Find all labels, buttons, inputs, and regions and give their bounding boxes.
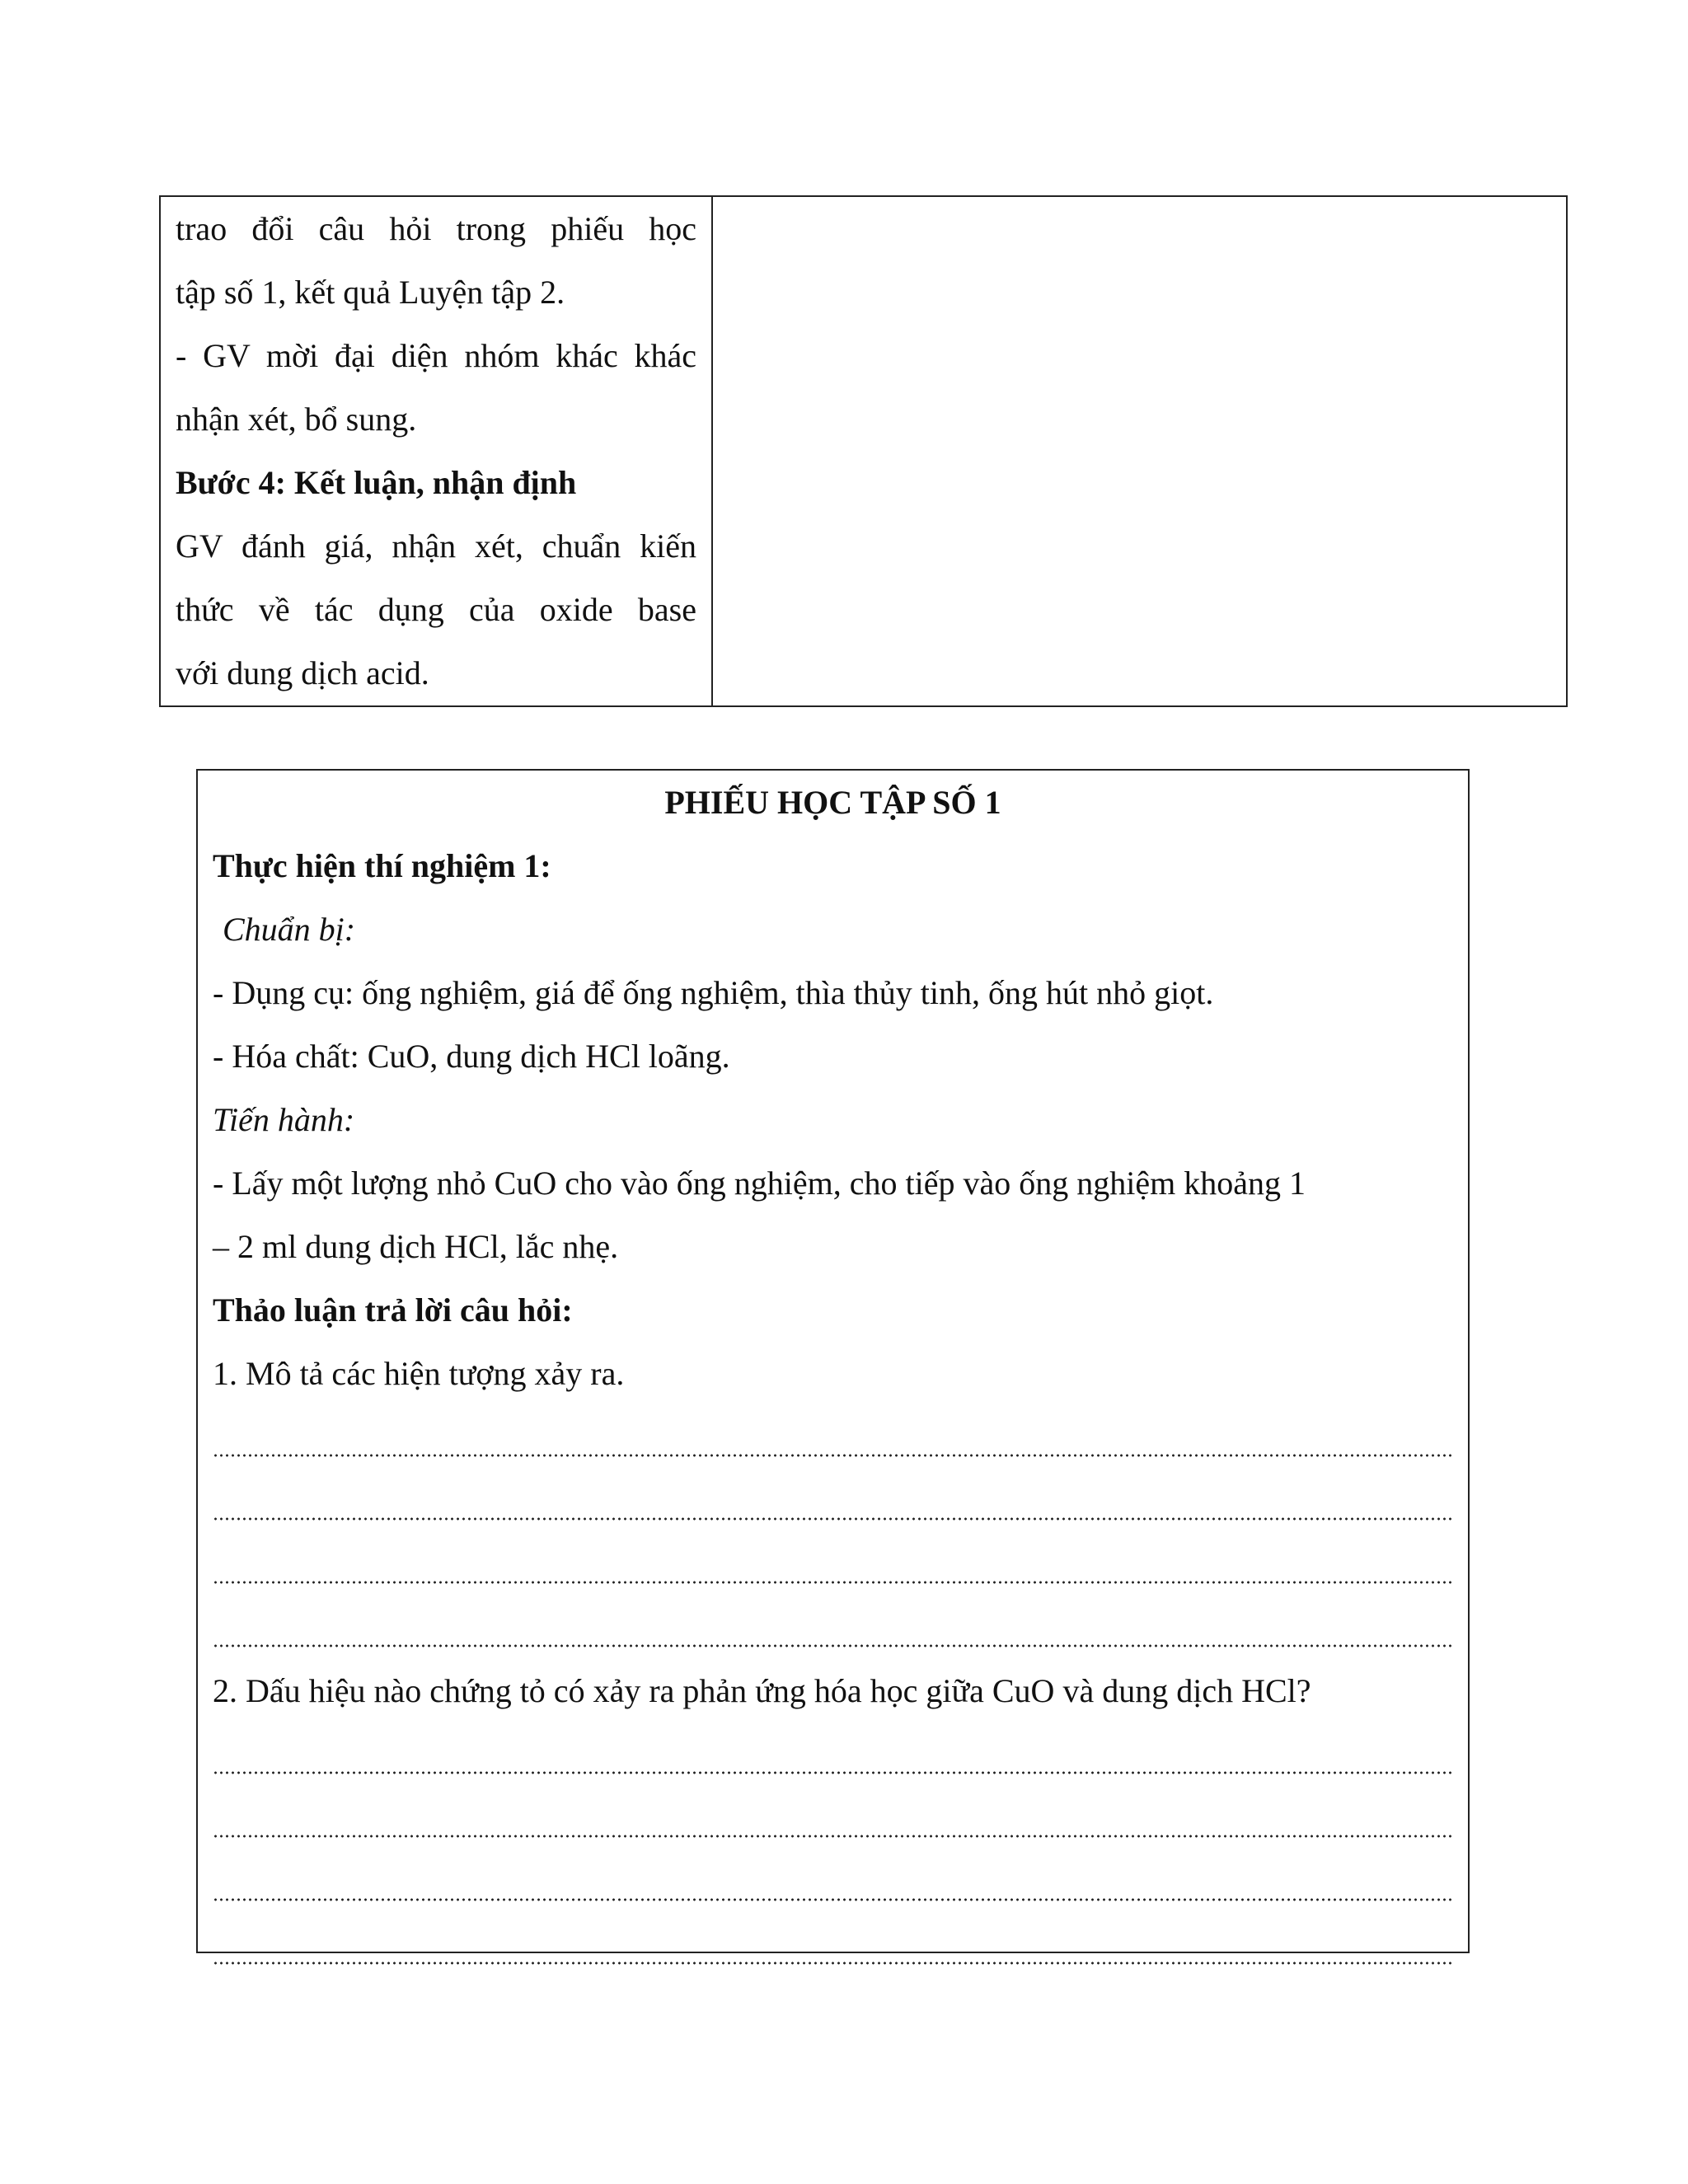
question-2: 2. Dấu hiệu nào chứng tỏ có xảy ra phản ứng hóa học giữa CuO và dung dịch HCl?	[213, 1672, 1311, 1709]
answer-line[interactable]	[213, 1722, 1453, 1786]
procedure-line: - Lấy một lượng nhỏ CuO cho vào ống nghiệm, cho tiếp vào ống nghiệm khoảng 1	[213, 1165, 1306, 1202]
procedure-label: Tiến hành:	[213, 1101, 355, 1138]
answer-line[interactable]	[213, 1532, 1453, 1596]
answer-line[interactable]	[213, 1469, 1453, 1532]
table-right-cell	[713, 197, 1566, 705]
lesson-table	[159, 195, 1568, 707]
prep-label: Chuẩn bị:	[223, 911, 356, 948]
worksheet-box	[196, 769, 1470, 1953]
answer-line[interactable]	[213, 1596, 1453, 1659]
procedure-line: – 2 ml dung dịch HCl, lắc nhẹ.	[213, 1228, 619, 1265]
table-left-cell	[161, 197, 713, 705]
question-1: 1. Mô tả các hiện tượng xảy ra.	[213, 1355, 625, 1392]
answer-line[interactable]	[213, 1786, 1453, 1849]
table-text-line: với dung dịch acid.	[176, 654, 429, 691]
answer-line[interactable]	[213, 1913, 1453, 1976]
table-text-line: - GV mời đại diện nhóm khác khác	[176, 337, 696, 374]
table-text-line: tập số 1, kết quả Luyện tập 2.	[176, 274, 565, 311]
answer-line[interactable]	[213, 1849, 1453, 1913]
tools-line: - Dụng cụ: ống nghiệm, giá để ống nghiệm, thìa thủy tinh, ống hút nhỏ giọt.	[213, 974, 1214, 1011]
chemicals-line: - Hóa chất: CuO, dung dịch HCl loãng.	[213, 1038, 730, 1075]
step-heading: Bước 4: Kết luận, nhận định	[176, 464, 577, 501]
answer-line[interactable]	[213, 1405, 1453, 1469]
discussion-heading: Thảo luận trả lời câu hỏi:	[213, 1291, 573, 1329]
table-text-line: thức về tác dụng của oxide base	[176, 591, 696, 628]
table-text-line: GV đánh giá, nhận xét, chuẩn kiến	[176, 527, 696, 565]
experiment-heading: Thực hiện thí nghiệm 1:	[213, 847, 551, 884]
table-text-line: trao đổi câu hỏi trong phiếu học	[176, 210, 696, 247]
worksheet-title: PHIẾU HỌC TẬP SỐ 1	[664, 784, 1001, 821]
table-text-line: nhận xét, bổ sung.	[176, 401, 417, 438]
